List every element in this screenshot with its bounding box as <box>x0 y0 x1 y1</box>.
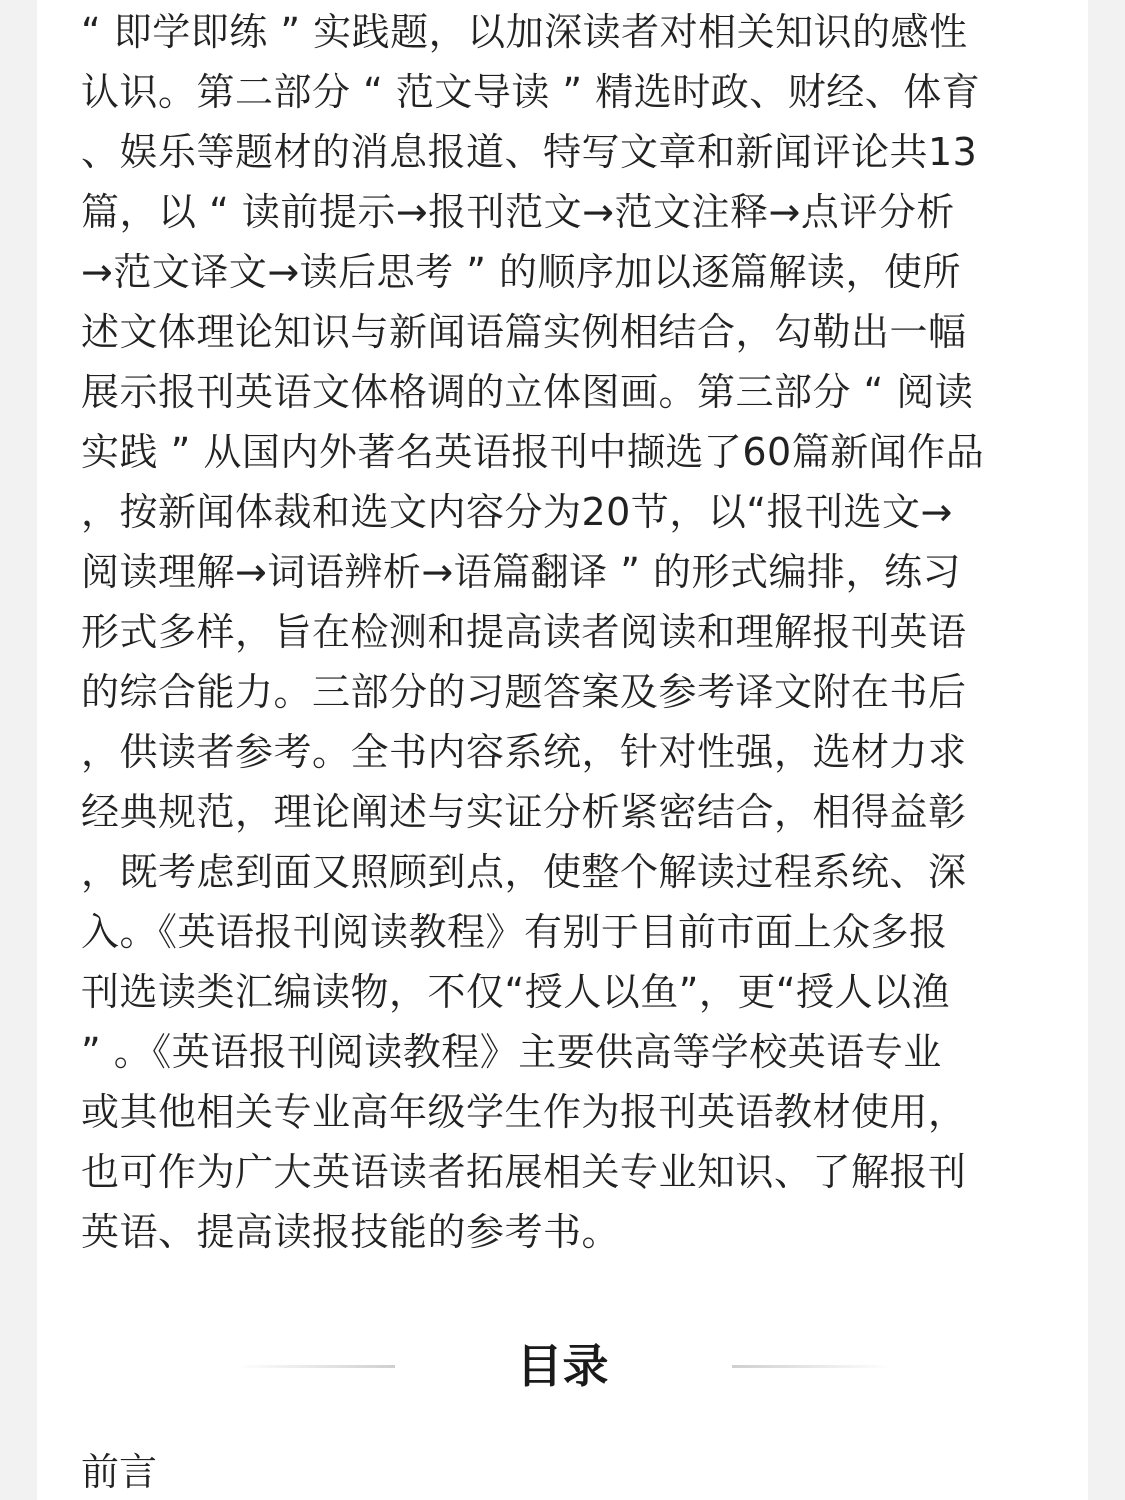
intro-line: ” 。《英语报刊阅读教程》主要供高等学校英语专业 <box>81 1030 942 1074</box>
intro-line: 英语、提高读报技能的参考书。 <box>81 1210 621 1254</box>
intro-line: 述文体理论知识与新闻语篇实例相结合，勾勒出一幅 <box>81 310 967 354</box>
intro-line: 实践 ” 从国内外著名英语报刊中撷选了60篇新闻作品 <box>81 430 985 474</box>
intro-line: ，既考虑到面又照顾到点，使整个解读过程系统、深 <box>81 850 967 894</box>
intro-line: 刊选读类汇编读物，不仅“授人以鱼”，更“授人以渔 <box>81 970 951 1014</box>
intro-line: 阅读理解→词语辨析→语篇翻译 ” 的形式编排，练习 <box>81 550 962 594</box>
intro-paragraph <box>81 2 1047 1262</box>
intro-line: 的综合能力。三部分的习题答案及参考译文附在书后 <box>81 670 967 714</box>
intro-line: 形式多样，旨在检测和提高读者阅读和理解报刊英语 <box>81 610 967 654</box>
intro-line: 、娱乐等题材的消息报道、特写文章和新闻评论共13 <box>81 130 978 174</box>
toc-title: 目录 <box>516 1339 609 1393</box>
intro-line: “ 即学即练 ” 实践题，以加深读者对相关知识的感性 <box>81 10 968 54</box>
toc-divider-right <box>732 1365 892 1368</box>
intro-line: ，按新闻体裁和选文内容分为20节，以“报刊选文→ <box>81 490 953 534</box>
book-description <box>81 2 1047 1262</box>
toc-item-preface[interactable]: 前言 <box>81 1450 158 1494</box>
intro-line: 入。《英语报刊阅读教程》有别于目前市面上众多报 <box>81 910 948 954</box>
intro-line: 或其他相关专业高年级学生作为报刊英语教材使用， <box>81 1090 967 1134</box>
intro-line: 也可作为广大英语读者拓展相关专业知识、了解报刊 <box>81 1150 967 1194</box>
intro-line: 认识。第二部分 “ 范文导读 ” 精选时政、财经、体育 <box>81 70 981 114</box>
intro-line: ，供读者参考。全书内容系统，针对性强，选材力求 <box>81 730 967 774</box>
intro-line: →范文译文→读后思考 ” 的顺序加以逐篇解读，使所 <box>81 250 962 294</box>
intro-line: 篇，以 “ 读前提示→报刊范文→范文注释→点评分析 <box>81 190 955 234</box>
article-page <box>37 0 1088 1500</box>
intro-line: 经典规范，理论阐述与实证分析紧密结合，相得益彰 <box>81 790 967 834</box>
toc-header <box>37 1334 1088 1398</box>
intro-line: 展示报刊英语文体格调的立体图画。第三部分 “ 阅读 <box>81 370 974 414</box>
